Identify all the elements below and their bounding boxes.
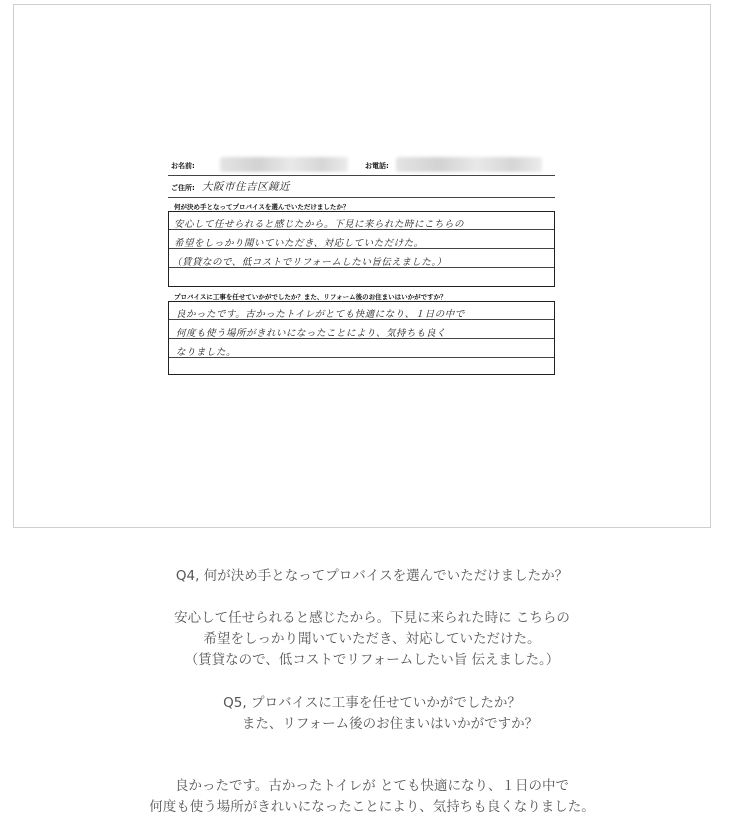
divider	[168, 197, 555, 198]
q5-handwritten-line: なりました。	[176, 347, 237, 358]
q5-question-line: また、リフォーム後のお住まいはいかがですか？	[241, 716, 539, 732]
q4-answer-line: （賃貸なので、低コストでリフォームしたい旨 伝えました。）	[184, 652, 560, 668]
redacted-name	[220, 157, 348, 172]
q4-question: Q4, 何が決め手となってプロバイスを選んでいただけましたか？	[175, 568, 569, 584]
phone-label: お電話:	[365, 162, 389, 170]
q5-answer	[0, 776, 744, 818]
redacted-phone	[396, 157, 542, 172]
q4-answer	[0, 608, 744, 671]
q5-handwritten-line: 良かったです。古かったトイレがとても快適になり、１日の中で	[176, 309, 465, 320]
q4-answer-line: 希望をしっかり聞いていただき、対応していただけた。	[203, 631, 541, 647]
q5-question	[0, 693, 744, 735]
q5-question-line: Q5, プロバイスに工事を任せていかがでしたか？	[223, 695, 521, 711]
q4-form-label: 何が決め手となってプロバイスを選んでいただけましたか？	[174, 203, 350, 211]
q5-answer-line: 良かったです。古かったトイレが とても快適になり、１日の中で	[174, 778, 570, 794]
address-label: ご住所:	[171, 184, 195, 192]
q4-handwritten-line: 希望をしっかり聞いていただき、対応していただけた。	[174, 238, 424, 249]
q4-answer-line: 安心して任せられると感じたから。下見に来られた時に こちらの	[174, 610, 570, 626]
q5-answer-line: 何度も使う場所がきれいになったことにより、気持ちも良くなりました。	[149, 799, 595, 815]
scanned-survey-form	[168, 153, 555, 377]
q4-section	[0, 566, 744, 587]
address-value: 大阪市住吉区鏡近	[202, 181, 290, 193]
name-label: お名前:	[171, 162, 195, 170]
q4-handwritten-line: 安心して任せられると感じたから。下見に来られた時にこちらの	[174, 219, 465, 230]
q5-form-label: プロバイスに工事を任せていかがでしたか？また、リフォーム後のお住まいはいかがですか？	[174, 293, 447, 301]
q4-handwritten-line: （賃貸なので、低コストでリフォームしたい旨伝えました。）	[172, 257, 447, 268]
divider	[168, 175, 555, 176]
q5-handwritten-line: 何度も使う場所がきれいになったことにより、気持ちも良く	[176, 328, 447, 339]
